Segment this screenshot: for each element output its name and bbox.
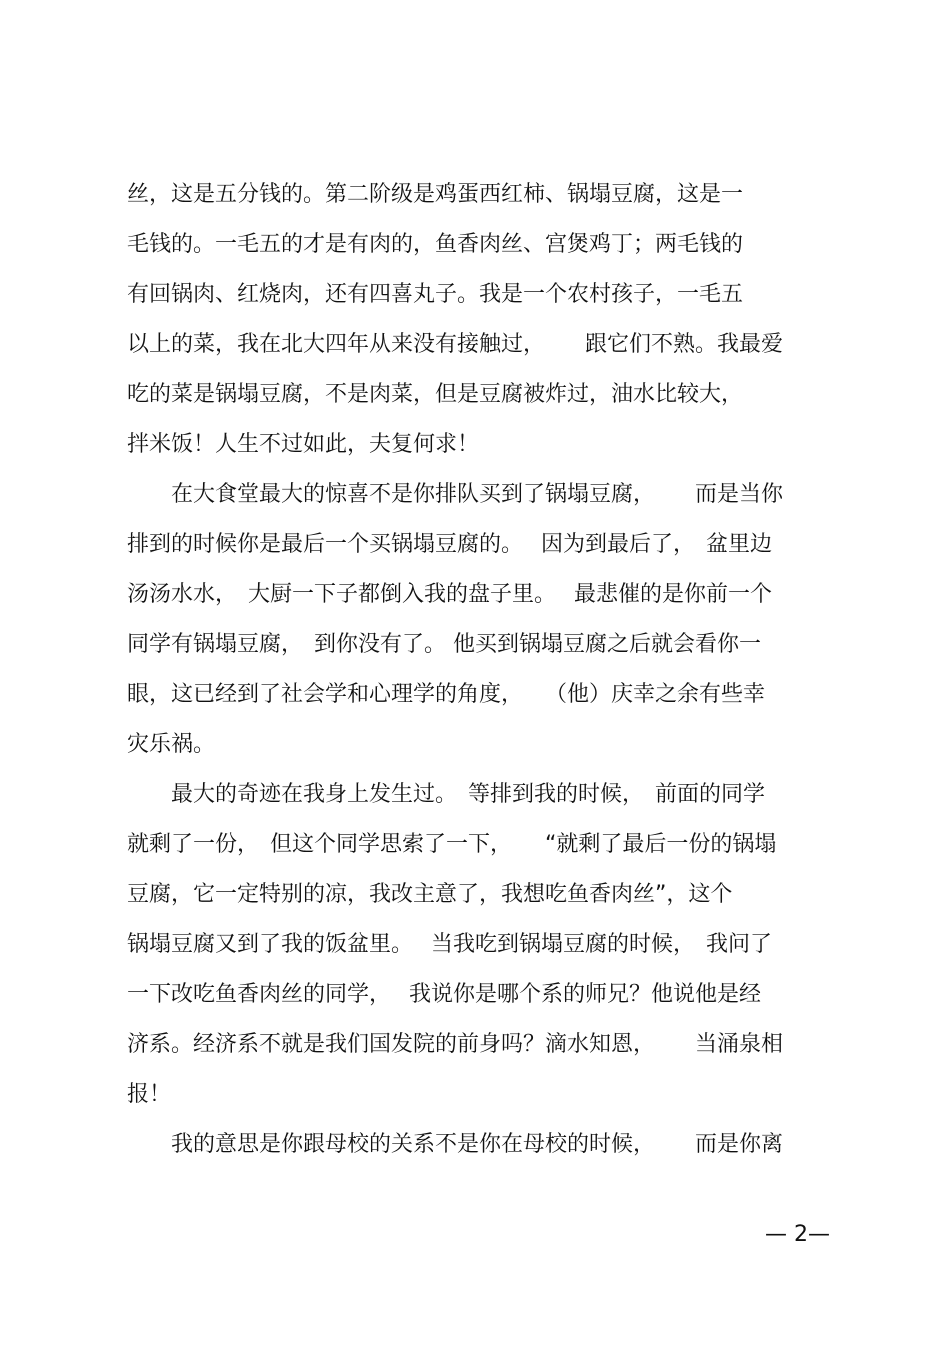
text-line-10: 同学有锅塌豆腐， 到你没有了。 他买到锅塌豆腐之后就会看你一 [127, 632, 761, 657]
page-number: — 2— [765, 1222, 830, 1247]
text-line-16: 锅塌豆腐又到了我的饭盆里。 当我吃到锅塌豆腐的时候， 我问了 [127, 932, 772, 957]
text-line-5: 吃的菜是锅塌豆腐，不是肉菜，但是豆腐被炸过，油水比较大， [127, 382, 744, 407]
text-line-1: 丝，这是五分钱的。第二阶级是鸡蛋西红柿、锅塌豆腐，这是一 [127, 182, 744, 207]
text-line-19: 报！ [127, 1082, 172, 1107]
text-line-4: 以上的菜，我在北大四年从来没有接触过， 跟它们不熟。我最爱 [127, 332, 783, 357]
text-line-14: 就剩了一份， 但这个同学思索了一下， “就剩了最后一份的锅塌 [127, 832, 777, 857]
text-line-8: 排到的时候你是最后一个买锅塌豆腐的。 因为到最后了， 盆里边 [127, 532, 772, 557]
text-line-13: 最大的奇迹在我身上发生过。 等排到我的时候， 前面的同学 [127, 782, 766, 807]
text-line-9: 汤汤水水， 大厨一下子都倒入我的盘子里。 最悲催的是你前一个 [127, 582, 772, 607]
text-line-20: 我的意思是你跟母校的关系不是你在母校的时候， 而是你离 [127, 1132, 783, 1157]
text-line-2: 毛钱的。一毛五的才是有肉的，鱼香肉丝、宫煲鸡丁；两毛钱的 [127, 232, 744, 257]
text-line-17: 一下改吃鱼香肉丝的同学， 我说你是哪个系的师兄？他说他是经 [127, 982, 761, 1007]
text-line-15: 豆腐，它一定特别的凉，我改主意了，我想吃鱼香肉丝”，这个 [127, 882, 733, 907]
text-line-18: 济系。经济系不就是我们国发院的前身吗？滴水知恩， 当涌泉相 [127, 1032, 783, 1057]
text-line-7: 在大食堂最大的惊喜不是你排队买到了锅塌豆腐， 而是当你 [127, 482, 783, 507]
text-line-11: 眼，这已经到了社会学和心理学的角度， （他）庆幸之余有些幸 [127, 682, 766, 707]
text-line-3: 有回锅肉、红烧肉，还有四喜丸子。我是一个农村孩子，一毛五 [127, 282, 744, 307]
text-line-6: 拌米饭！人生不过如此，夫复何求！ [127, 432, 480, 457]
text-line-12: 灾乐祸。 [127, 732, 216, 757]
